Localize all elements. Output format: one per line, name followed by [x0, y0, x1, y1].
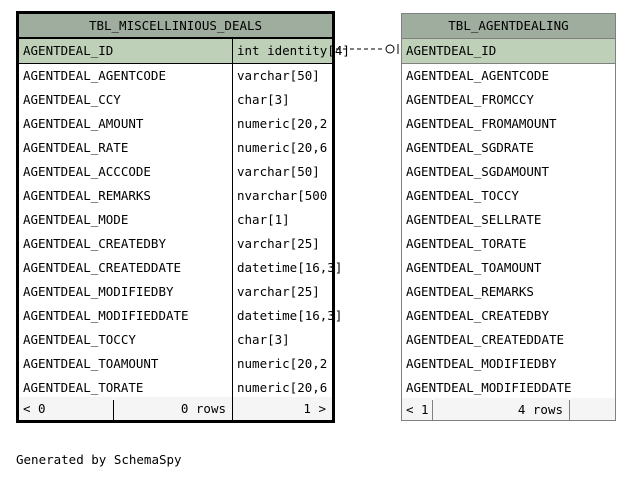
- column-name: AGENTDEAL_TORATE: [402, 232, 615, 256]
- column-type: char[1]: [233, 208, 332, 232]
- column-name: AGENTDEAL_CREATEDBY: [19, 232, 232, 256]
- generated-by-credit: Generated by SchemaSpy: [16, 452, 182, 467]
- column-name: AGENTDEAL_TORATE: [19, 376, 232, 400]
- column-name: AGENTDEAL_ID: [402, 39, 615, 63]
- column-type: numeric[20,6: [233, 136, 332, 160]
- parents-count[interactable]: < 0: [19, 397, 113, 420]
- column-type: varchar[50]: [233, 64, 332, 88]
- column-name: AGENTDEAL_ACCCODE: [19, 160, 232, 184]
- column-type: int identity[4]: [233, 39, 332, 63]
- column-name: AGENTDEAL_TOAMOUNT: [19, 352, 232, 376]
- column-name: AGENTDEAL_CREATEDDATE: [19, 256, 232, 280]
- column-name: AGENTDEAL_SGDAMOUNT: [402, 160, 615, 184]
- table-title[interactable]: TBL_AGENTDEALING: [402, 14, 615, 38]
- column-name: AGENTDEAL_SGDRATE: [402, 136, 615, 160]
- parents-count[interactable]: < 1: [402, 398, 432, 420]
- column-name: AGENTDEAL_AMOUNT: [19, 112, 232, 136]
- row-count: 4 rows: [433, 398, 569, 420]
- column-type: datetime[16,3]: [233, 304, 332, 328]
- column-name: AGENTDEAL_MODIFIEDDATE: [19, 304, 232, 328]
- children-count[interactable]: 1 >: [233, 397, 332, 420]
- column-name: AGENTDEAL_AGENTCODE: [19, 64, 232, 88]
- column-type: char[3]: [233, 88, 332, 112]
- column-name: AGENTDEAL_SELLRATE: [402, 208, 615, 232]
- column-name: AGENTDEAL_MODIFIEDBY: [402, 352, 615, 376]
- column-name: AGENTDEAL_FROMAMOUNT: [402, 112, 615, 136]
- column-name: AGENTDEAL_REMARKS: [402, 280, 615, 304]
- column-type: numeric[20,2: [233, 112, 332, 136]
- column-name: AGENTDEAL_MODIFIEDBY: [19, 280, 232, 304]
- zero-cardinality-icon: [386, 45, 394, 53]
- column-name: AGENTDEAL_CREATEDDATE: [402, 328, 615, 352]
- column-name: AGENTDEAL_CCY: [19, 88, 232, 112]
- column-type: varchar[50]: [233, 160, 332, 184]
- column-name: AGENTDEAL_TOCCY: [19, 328, 232, 352]
- column-type: numeric[20,2: [233, 352, 332, 376]
- column-type: nvarchar[500: [233, 184, 332, 208]
- column-type: datetime[16,3]: [233, 256, 332, 280]
- column-name: AGENTDEAL_CREATEDBY: [402, 304, 615, 328]
- column-name: AGENTDEAL_TOAMOUNT: [402, 256, 615, 280]
- row-count: 0 rows: [114, 397, 232, 420]
- table-title[interactable]: TBL_MISCELLINIOUS_DEALS: [19, 14, 332, 38]
- column-name: AGENTDEAL_MODIFIEDDATE: [402, 376, 615, 400]
- column-name: AGENTDEAL_TOCCY: [402, 184, 615, 208]
- column-name: AGENTDEAL_REMARKS: [19, 184, 232, 208]
- column-name: AGENTDEAL_ID: [19, 39, 232, 63]
- column-type: varchar[25]: [233, 232, 332, 256]
- column-type: numeric[20,6: [233, 376, 332, 400]
- column-name: AGENTDEAL_AGENTCODE: [402, 64, 615, 88]
- column-type: varchar[25]: [233, 280, 332, 304]
- column-type: char[3]: [233, 328, 332, 352]
- column-name: AGENTDEAL_FROMCCY: [402, 88, 615, 112]
- column-name: AGENTDEAL_RATE: [19, 136, 232, 160]
- column-name: AGENTDEAL_MODE: [19, 208, 232, 232]
